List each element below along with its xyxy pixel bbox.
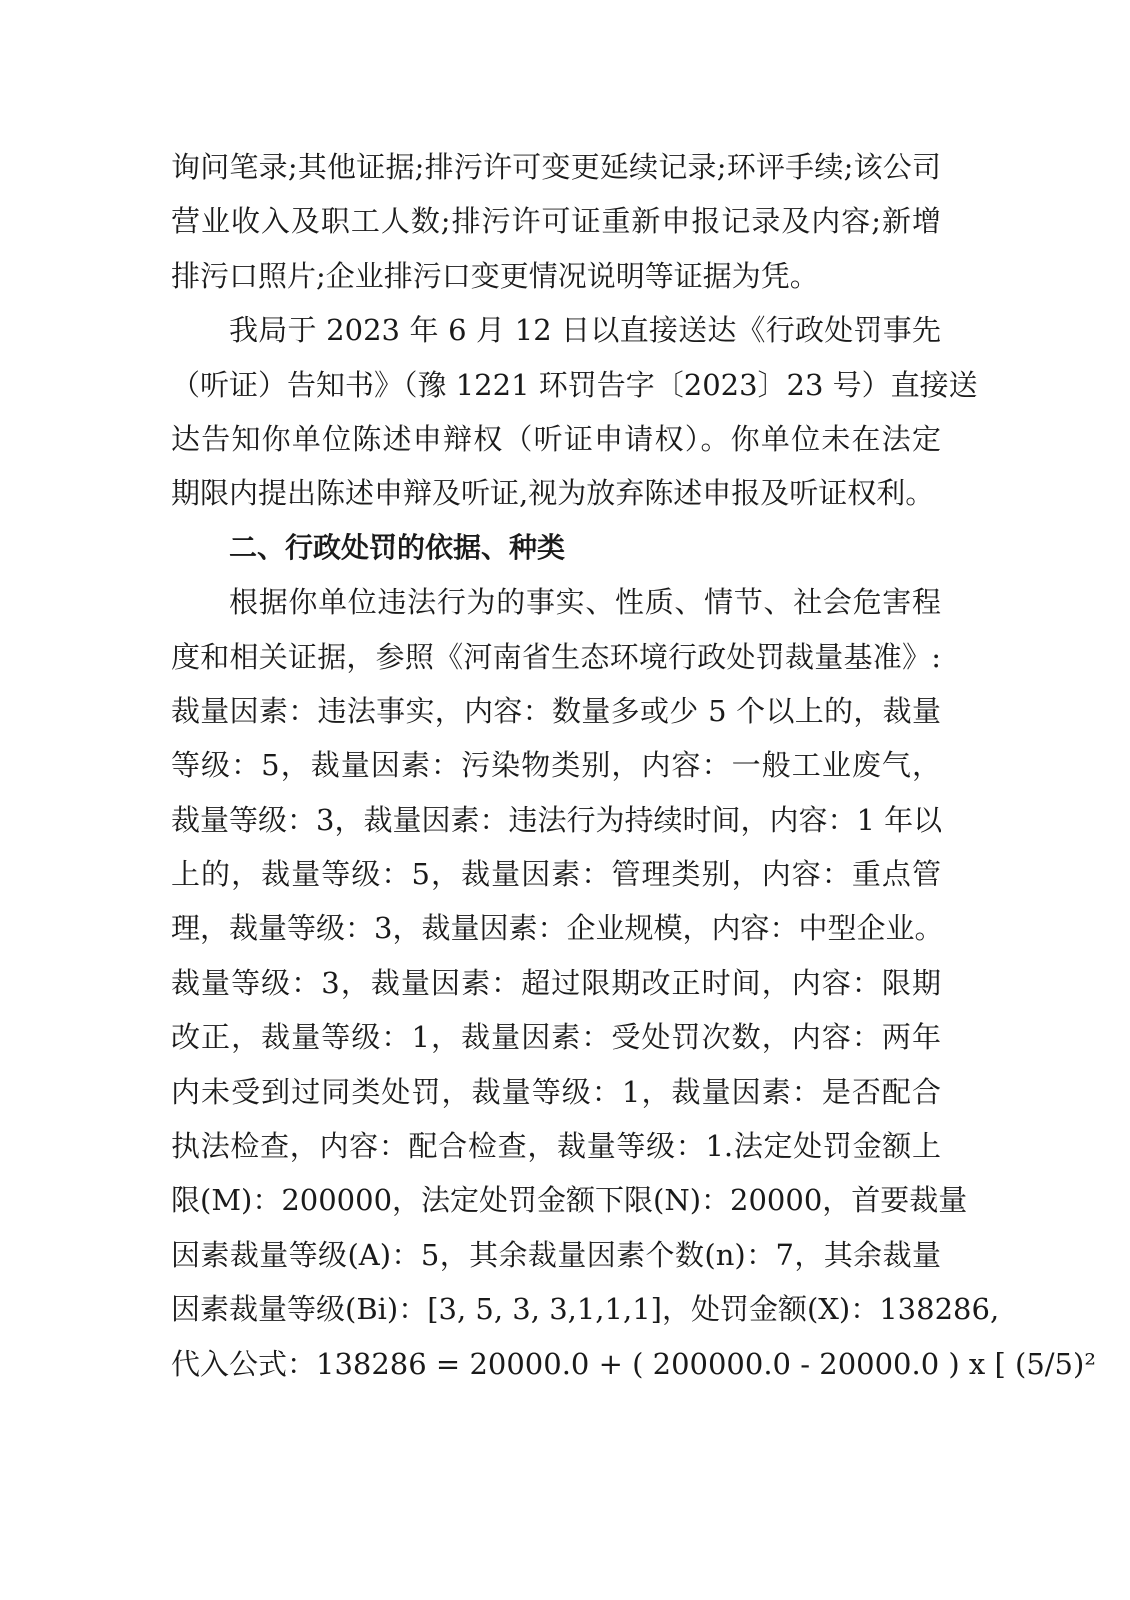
text-line: 因素裁量等级(Bi)：[3, 5, 3, 3,1,1,1]，处罚金额(X)：138286,	[171, 1292, 1000, 1327]
text-line: 理，裁量等级：3，裁量因素：企业规模，内容：中型企业。	[171, 911, 944, 946]
text-line: 改正，裁量等级：1，裁量因素：受处罚次数，内容：两年	[171, 1020, 941, 1055]
text-line: 排污口照片;企业排污口变更情况说明等证据为凭。	[171, 258, 819, 293]
section-heading: 二、行政处罚的依据、种类	[229, 530, 566, 564]
text-line: 限(M)：200000，法定处罚金额下限(N)：20000，首要裁量	[171, 1183, 968, 1218]
text-line: 营业收入及职工人数;排污许可证重新申报记录及内容;新增	[171, 204, 941, 239]
text-line: 度和相关证据，参照《河南省生态环境行政处罚裁量基准》:	[171, 639, 941, 674]
text-line: 期限内提出陈述申辩及听证,视为放弃陈述申报及听证权利。	[171, 476, 935, 511]
text-line: 因素裁量等级(A)：5，其余裁量因素个数(n)：7，其余裁量	[171, 1237, 941, 1272]
text-line: 内未受到过同类处罚，裁量等级：1，裁量因素：是否配合	[171, 1074, 941, 1109]
text-line: 裁量等级：3，裁量因素：违法行为持续时间，内容：1 年以	[171, 802, 943, 837]
text-line: 代入公式：138286 = 20000.0 + ( 200000.0 - 20000.0 ) x [ (5/5)²	[171, 1346, 1096, 1381]
text-line: 等级：5，裁量因素：污染物类别，内容：一般工业废气，	[171, 748, 941, 783]
document-page	[171, 140, 1096, 1391]
text-line: 裁量因素：违法事实，内容：数量多或少 5 个以上的，裁量	[171, 693, 941, 728]
text-line: 裁量等级：3，裁量因素：超过限期改正时间，内容：限期	[171, 965, 941, 1000]
text-line: 上的，裁量等级：5，裁量因素：管理类别，内容：重点管	[171, 857, 941, 892]
text-line: 我局于 2023 年 6 月 12 日以直接送达《行政处罚事先	[229, 313, 941, 348]
text-line: 执法检查，内容：配合检查，裁量等级：1.法定处罚金额上	[171, 1129, 941, 1164]
text-line: 根据你单位违法行为的事实、性质、情节、社会危害程	[229, 585, 941, 620]
text-line: 询问笔录;其他证据;排污许可变更延续记录;环评手续;该公司	[171, 150, 941, 184]
text-line: （听证）告知书》（豫 1221 环罚告字〔2023〕23 号）直接送	[171, 367, 978, 402]
document-body	[171, 140, 1096, 1391]
text-line: 达告知你单位陈述申辩权（听证申请权）。你单位未在法定	[171, 421, 941, 456]
